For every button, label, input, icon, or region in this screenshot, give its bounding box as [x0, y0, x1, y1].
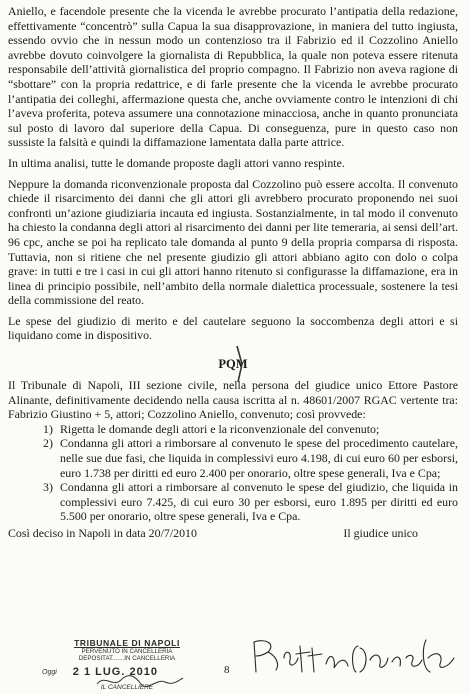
stamp-deposited: DEPOSITAT.......IN CANCELLERIA [78, 655, 176, 662]
closing-line [8, 526, 458, 541]
stamp-date: 2 1 LUG. 2010 [72, 666, 158, 678]
paragraph-riconvenzionale: Neppure la domanda riconvenzionale proposta dal Cozzolino può essere accolta. Il convenuto chiede il risarcimento dei danni che gli attori gli avrebbero procurato proponendo nei suoi confronti un’azione giudiziaria incauta ed ingiusta. Sostanzialmente, in tal modo il convenuto ha chiesto la condanna degli attori al risarcimento dei danni per lite temeraria, ai sensi dell’art. 96 cpc, anche se poi ha replicato tale domanda al punto 9 della propria comparsa di risposta. Tuttavia, non si ritiene che nel presente giudizio gli attori abbiano agito con dolo o colpa grave: in tutti e tre i casi in cui gli attori hanno ritenuto si configurasse la diffamazione, era in linea di principio possibile, nell’ambito della normale dialettica processuale, sostenere la tesi della commissione del reato. [8, 176, 458, 308]
section-heading-pqm: PQM [218, 357, 248, 372]
clerk-signature [95, 672, 185, 690]
dispositivo-item [8, 436, 458, 480]
item-text: Condanna gli attori a rimborsare al convenuto le spese del procedimento cautelare, nelle sue due fasi, che liquida in complessivi euro 4.198, di cui euro 60 per esborsi, euro 1.738 per diritti ed euro 2.400 per onorario, oltre spese generali, Iva e Cpa; [60, 436, 458, 480]
stamp-clerk: IL CANCELLIERE [100, 684, 154, 691]
dispositivo-intro: Il Tribunale di Napoli, III sezione civile, nella persona del giudice unico Ettore Pastore Alinante, definitivamente decidendo nella causa iscritta al n. 48601/2007 RGAC vertente tra: Fabrizio Giustino + 5, attori; Cozzolino Aniello, convenuto; così provvede: [8, 378, 458, 422]
place-date: Così deciso in Napoli in data 20/7/2010 [8, 526, 197, 540]
stamp-court: TRIBUNALE DI NAPOLI [74, 638, 180, 648]
margin-mark [233, 344, 249, 384]
judge-label: Il giudice unico [343, 526, 418, 540]
paragraph-diffamazione: Aniello, e facendole presente che la vicenda le avrebbe procurato l’antipatia della redazione, effettivamente “concentrò” sulla Capua la sua disapprovazione, in maniera del tutto ingiusta, essendo ovvio che in nessun modo un contenzioso tra il Fabrizio ed il Cozzolino Aniello avrebbe dovuto coinvolgere la giornalista di Repubblica, la quale non poteva essere ritenuta responsabile dell’attività giornalistica del proprio compagno. Il Fabrizio non aveva ragione di “sbottare” con la propria redattrice, e di farle presente che la vicenda le avrebbe procurato l’antipatia dei colleghi, affermazione questa che, anche ovviamente contro le intenzioni di chi l’aveva proferita, poteva assumere una connotazione minacciosa, anche in quanto pronunciata sul posto di lavoro dal superiore della Capua. Di conseguenza, pure in questo caso non sussiste la falsità e quindi la diffamazione lamentata dalla parte attrice. [8, 4, 458, 150]
stamp-received: PERVENUTO IN CANCELLERIA [81, 648, 173, 655]
paragraph-conclusione: In ultima analisi, tutte le domande proposte dagli attori vanno respinte. [8, 155, 345, 170]
judge-signature [250, 628, 460, 678]
item-text: Condanna gli attori a rimborsare al convenuto le spese del giudizio, che liquida in complessivi euro 7.425, di cui euro 30 per esborsi, euro 1.895 per diritti ed euro 5.500 per onorario, oltre spese generali, Iva e Cpa. [60, 480, 458, 524]
item-text: Rigetta le domande degli attori e la riconvenzionale del convenuto; [60, 421, 380, 436]
item-number: 1) [43, 421, 53, 436]
dispositivo-list [8, 422, 458, 524]
paragraph-spese: Le spese del giudizio di merito e del cautelare seguono la soccombenza degli attori e si liquidano come in dispositivo. [8, 313, 458, 343]
dispositivo-item [8, 422, 458, 437]
document-page [8, 4, 458, 541]
page-number: 8 [224, 664, 230, 676]
stamp-oggi: Oggi [42, 668, 57, 676]
item-number: 2) [43, 436, 53, 451]
dispositivo-item [8, 480, 458, 524]
item-number: 3) [43, 480, 53, 495]
